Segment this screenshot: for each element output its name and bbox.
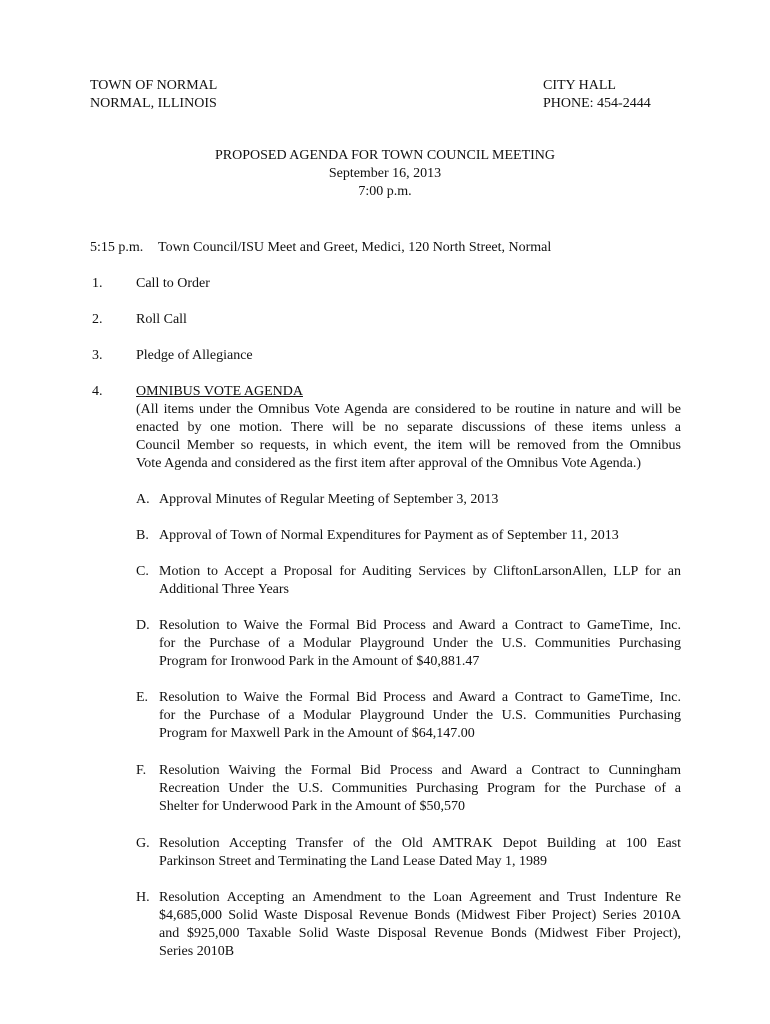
item-letter: H.: [136, 890, 150, 905]
item-line: Program for Ironwood Park in the Amount of $40,881.47: [159, 654, 480, 669]
omnibus-heading: OMNIBUS VOTE AGENDA: [136, 384, 303, 399]
item-text: Pledge of Allegiance: [136, 348, 253, 363]
item-line: Recreation Under the U.S. Communities Purchasing Program for the Purchase of a: [159, 781, 681, 796]
omnibus-section: [136, 383, 681, 473]
item-text: Call to Order: [136, 276, 210, 291]
item-line: Program for Maxwell Park in the Amount of $64,147.00: [159, 726, 475, 741]
item-number: 2.: [92, 312, 103, 327]
item-line: Resolution to Waive the Formal Bid Process and Award a Contract to GameTime, Inc.: [159, 618, 681, 633]
meeting-time: 7:00 p.m.: [358, 184, 412, 199]
item-line: Additional Three Years: [159, 582, 289, 597]
item-line: Motion to Accept a Proposal for Auditing Services by CliftonLarsonAllen, LLP for an: [159, 564, 681, 579]
item-letter: F.: [136, 763, 147, 778]
omnibus-desc-line: Vote Agenda and considered as the first item after approval of the Omnibus Vote Agenda.): [136, 456, 642, 471]
item-number: 3.: [92, 348, 103, 363]
omnibus-desc-line: (All items under the Omnibus Vote Agenda are considered to be routine in nature and will be: [136, 402, 681, 417]
item-line: Resolution Waiving the Formal Bid Process and Award a Contract to Cunningham: [159, 763, 681, 778]
item-line: Resolution Accepting an Amendment to the Loan Agreement and Trust Indenture Re: [159, 890, 681, 905]
item-letter: G.: [136, 836, 150, 851]
item-letter: C.: [136, 564, 149, 579]
item-number: 4.: [92, 384, 103, 399]
omnibus-desc-line: enacted by one motion. There will be no separate discussions of these items unless a: [136, 420, 681, 435]
item-line: Series 2010B: [159, 944, 235, 959]
item-number: 1.: [92, 276, 103, 291]
item-line: Shelter for Underwood Park in the Amount of $50,570: [159, 799, 466, 814]
item-line: and $925,000 Taxable Solid Waste Disposal Revenue Bonds (Midwest Fiber Project),: [159, 926, 681, 941]
item-letter: A.: [136, 492, 150, 507]
item-line: Approval of Town of Normal Expenditures for Payment as of September 11, 2013: [159, 528, 619, 543]
header-right: [543, 77, 651, 113]
town-name: TOWN OF NORMAL: [90, 78, 218, 93]
meeting-date: September 16, 2013: [328, 166, 442, 181]
preliminary-time: 5:15 p.m.: [90, 240, 144, 255]
item-line: Approval Minutes of Regular Meeting of September 3, 2013: [159, 492, 499, 507]
item-letter: B.: [136, 528, 149, 543]
preliminary-event: [90, 239, 551, 257]
phone-number: PHONE: 454-2444: [543, 96, 651, 111]
item-letter: D.: [136, 618, 150, 633]
omnibus-desc-line: Council Member so requests, in which event, the item will be removed from the Omnibus: [136, 438, 681, 453]
header-left: [90, 77, 217, 113]
item-line: Parkinson Street and Terminating the Land Lease Dated May 1, 1989: [159, 854, 547, 869]
item-line: $4,685,000 Solid Waste Disposal Revenue Bonds (Midwest Fiber Project) Series 2010A: [159, 908, 681, 923]
item-letter: E.: [136, 690, 149, 705]
preliminary-text: Town Council/ISU Meet and Greet, Medici, 120 North Street, Normal: [158, 240, 552, 255]
item-text: Roll Call: [136, 312, 187, 327]
title-heading: PROPOSED AGENDA FOR TOWN COUNCIL MEETING: [214, 148, 556, 163]
item-line: Resolution Accepting Transfer of the Old AMTRAK Depot Building at 100 East: [159, 836, 681, 851]
item-line: for the Purchase of a Modular Playground Under the U.S. Communities Purchasing: [159, 708, 681, 723]
item-line: Resolution to Waive the Formal Bid Process and Award a Contract to GameTime, Inc.: [159, 690, 681, 705]
town-location: NORMAL, ILLINOIS: [90, 96, 217, 111]
city-hall-label: CITY HALL: [543, 78, 616, 93]
item-line: for the Purchase of a Modular Playground Under the U.S. Communities Purchasing: [159, 636, 681, 651]
agenda-title: [0, 147, 770, 201]
